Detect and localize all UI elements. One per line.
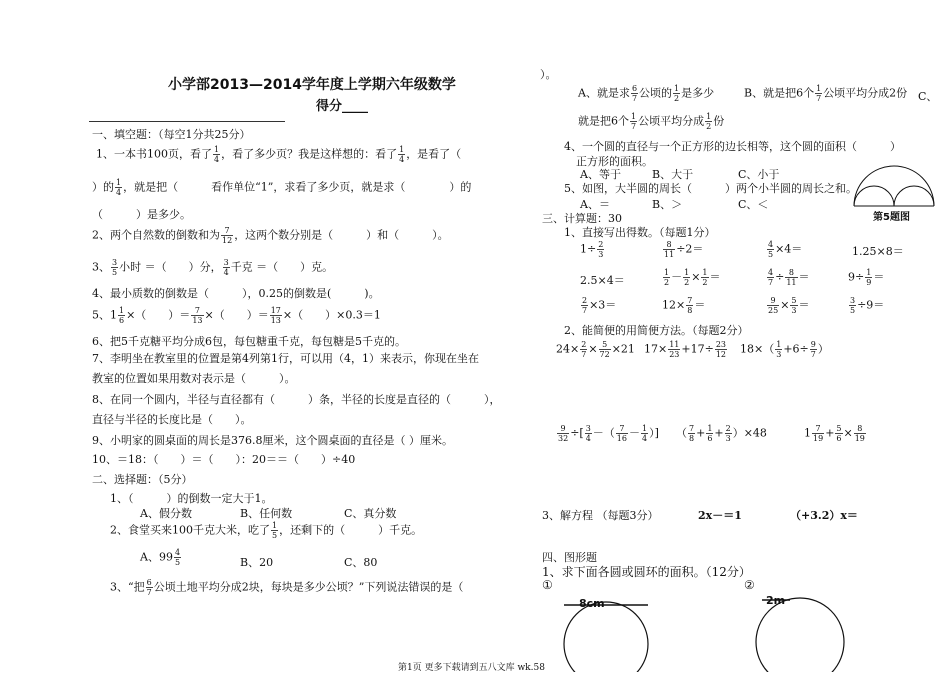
- circle-2-marker: ②: [744, 578, 755, 592]
- calc-12: $\frac{3}{5}$ ÷9＝: [850, 296, 885, 315]
- fraction: $\frac{6}{7}$: [631, 84, 638, 103]
- section-4-part-1: 1、求下面各圆或圆环的面积。（12分）: [542, 565, 751, 579]
- calc-4: 1.25×8＝: [852, 245, 904, 258]
- question-2: 2、两个自然数的倒数和为 $\frac{7}{12}$ ，这两个数分别是（ ）和（ ）。: [92, 226, 449, 245]
- choice-4-line-1: 4、一个圆的直径与一个正方形的边长相等，这个圆的面积（ ）: [564, 140, 901, 153]
- question-6: 6、把5千克糖平均分成6包，每包糖重千克，每包糖是5千克的。: [92, 335, 406, 348]
- calc-10: 12× $\frac{7}{8}$ ＝: [662, 296, 706, 315]
- calc-8: 9÷ $\frac{1}{9}$ ＝: [848, 268, 885, 287]
- choice-1: 1、（ ）的倒数一定大于1。: [110, 492, 273, 505]
- fraction: $\frac{7}{12}$: [222, 226, 233, 245]
- calc-3: $\frac{4}{5}$ ×4＝: [768, 240, 803, 259]
- simplify-4: $\frac{9}{32}$ ÷[ $\frac{3}{4}$ －（ $\frac{7}{16}$ － $\frac{1}{4}$ ）]: [558, 424, 659, 443]
- choice-4-option-a: A、等于: [580, 168, 621, 181]
- simplify-5: （ $\frac{7}{8}$ + $\frac{1}{6}$ + $\frac{2}{3}$ ）×48: [676, 424, 767, 443]
- figure-5-caption: 第5题图: [873, 212, 910, 223]
- choice-5: 5、如图，大半圆的周长（ ）两个小半圆的周长之和。: [564, 182, 857, 195]
- choice-5-option-a: A、＝: [580, 198, 610, 211]
- calc-2: $\frac{8}{11}$ ÷2＝: [664, 240, 704, 259]
- fraction: $\frac{1}{2}$: [674, 84, 680, 103]
- choice-1-option-b: B、任何数: [240, 507, 293, 520]
- question-8-line-2: 直径与半径的长度比是（ ）。: [92, 413, 252, 426]
- calc-5: 2.5×4＝: [580, 274, 625, 287]
- choice-2-option-b: B、20: [240, 556, 274, 569]
- choice-3-option-c: 就是把6个 $\frac{1}{7}$ 公顷平均分成 $\frac{1}{2}$ 份: [578, 112, 725, 131]
- fraction: $\frac{1}{4}$: [214, 145, 220, 164]
- fraction: $\frac{1}{4}$: [116, 178, 122, 197]
- section-2-header: 二、选择题：（5分）: [92, 473, 193, 486]
- section-3-header: 三、计算题：30: [542, 212, 622, 225]
- choice-2-option-a: A、99 $\frac{4}{5}$: [140, 548, 181, 567]
- simplify-6: 1 $\frac{7}{19}$ + $\frac{5}{6}$ × $\frac{8}{19}$: [804, 424, 865, 443]
- choice-3-option-b: B、就是把6个 $\frac{1}{7}$ 公顷平均分成2份: [744, 84, 908, 103]
- calc-1: 1÷ $\frac{2}{3}$: [580, 240, 604, 259]
- question-7-line-2: 教室的位置如果用数对表示是（ ）。: [92, 372, 296, 385]
- section-1-header: 一、填空题：（每空1分共25分）: [92, 128, 251, 141]
- choice-2: 2、食堂买来100千克大米，吃了 $\frac{1}{5}$ ，还剩下的（ ）千克。: [110, 521, 423, 540]
- question-1-line-2: ）的 $\frac{1}{4}$ ，就是把（ 看作单位“1”，求看了多少页，就是求（ ）的: [92, 178, 472, 197]
- title-rule: [89, 121, 285, 122]
- choice-3-close: ）。: [540, 68, 557, 81]
- circle-1-marker: ①: [542, 578, 553, 592]
- question-5: 5、1 $\frac{1}{6}$ ×（ ）＝ $\frac{7}{13}$ ×（ ）＝ $\frac{17}{13}$ ×（ ）×0.3＝1: [92, 306, 381, 325]
- section-3-part-1: 1、直接写出得数。（每题1分）: [564, 226, 716, 239]
- choice-5-option-c: C、＜: [738, 198, 769, 211]
- circle-1-diameter-label: 8cm: [579, 597, 605, 610]
- fraction: $\frac{3}{5}$: [112, 258, 118, 277]
- simplify-1: 24× $\frac{2}{7}$ × $\frac{5}{72}$ ×21: [556, 340, 635, 359]
- circle-2-radius-label: 2m: [766, 594, 786, 607]
- choice-3-option-c-letter: C、: [918, 90, 938, 103]
- fraction: $\frac{6}{7}$: [146, 578, 152, 597]
- calc-6: $\frac{1}{2}$ － $\frac{1}{2}$ × $\frac{1}{2}$ ＝: [664, 268, 721, 287]
- choice-2-option-c: C、80: [344, 556, 378, 569]
- fraction: $\frac{1}{7}$: [631, 112, 637, 131]
- fraction: $\frac{4}{5}$: [174, 548, 181, 567]
- simplify-3: 18×（ $\frac{1}{3}$ +6÷ $\frac{9}{7}$ ）: [740, 340, 829, 359]
- question-10: 10、＝18：（ ）＝（ ）：20＝＝（ ）÷40: [92, 453, 356, 466]
- choice-4-option-c: C、小于: [738, 168, 780, 181]
- page-title: 小学部2013—2014学年度上学期六年级数学: [168, 77, 456, 93]
- question-3: 3、 $\frac{3}{5}$ 小时 ＝（ ）分， $\frac{3}{4}$ 千克 ＝（ ）克。: [92, 258, 334, 277]
- choice-1-option-a: A、假分数: [140, 507, 192, 520]
- question-1-line-1: 1、一本书100页，看了 $\frac{1}{4}$ ，看了多少页？我是这样想的：看了 $\frac{1}{4}$ ，是看了（: [96, 145, 462, 164]
- section-3-part-3: 3、解方程 （每题3分）: [542, 509, 659, 522]
- question-8-line-1: 8、在同一个圆内，半径与直径都有（ ）条，半径的长度是直径的（ ），: [92, 393, 501, 406]
- question-9: 9、小明家的圆桌面的周长是376.8厘米，这个圆桌面的直径是（ ）厘米。: [92, 434, 453, 447]
- question-4: 4、最小质数的倒数是（ ），0.25的倒数是( )。: [92, 287, 380, 300]
- circle-2-diagram: [740, 586, 860, 672]
- choice-1-option-c: C、真分数: [344, 507, 397, 520]
- calc-9: $\frac{2}{7}$ ×3＝: [582, 296, 617, 315]
- question-1-line-3: （ ）是多少。: [92, 208, 191, 221]
- fraction: $\frac{1}{2}$: [706, 112, 712, 131]
- choice-4-option-b: B、大于: [652, 168, 694, 181]
- fraction: $\frac{7}{13}$: [192, 306, 203, 325]
- calc-7: $\frac{4}{7}$ ÷ $\frac{8}{11}$ ＝: [768, 268, 810, 287]
- choice-3-option-a: A、就是求 $\frac{6}{7}$ 公顷的 $\frac{1}{2}$ 是多少: [578, 84, 715, 103]
- fraction: $\frac{17}{13}$: [270, 306, 281, 325]
- simplify-2: 17× $\frac{11}{23}$ +17÷ $\frac{23}{12}$: [644, 340, 727, 359]
- score-label: 得分____: [316, 99, 369, 114]
- question-7-line-1: 7、李明坐在教室里的位置是第4列第1行，可以用（4，1）来表示，你现在坐在: [92, 352, 479, 365]
- equation-1: 2x－＝1: [698, 509, 742, 522]
- choice-3: 3、“把 $\frac{6}{7}$ 公顷土地平均分成2块，每块是多少公顷？”下列说法错误的是（: [110, 578, 464, 597]
- choice-5-option-b: B、＞: [652, 198, 683, 211]
- fraction: $\frac{3}{4}$: [223, 258, 229, 277]
- circle-1-diagram: [548, 586, 666, 672]
- fraction: $\frac{1}{7}$: [816, 84, 822, 103]
- fraction: $\frac{1}{5}$: [272, 521, 278, 540]
- calc-11: $\frac{9}{25}$ × $\frac{5}{3}$ ＝: [768, 296, 810, 315]
- figure-5-semicircles: [852, 162, 936, 210]
- section-4-header: 四、图形题: [542, 551, 597, 564]
- equation-2: （+3.2）x＝: [790, 509, 858, 522]
- fraction: $\frac{1}{4}$: [399, 145, 405, 164]
- page-footer: 第1页 更多下载请到五八文库 wk.58: [398, 663, 545, 673]
- section-3-part-2: 2、能简便的用简便方法。（每题2分）: [564, 324, 749, 337]
- choice-4-line-2: 正方形的面积。: [576, 155, 653, 168]
- fraction: $\frac{1}{6}$: [119, 306, 125, 325]
